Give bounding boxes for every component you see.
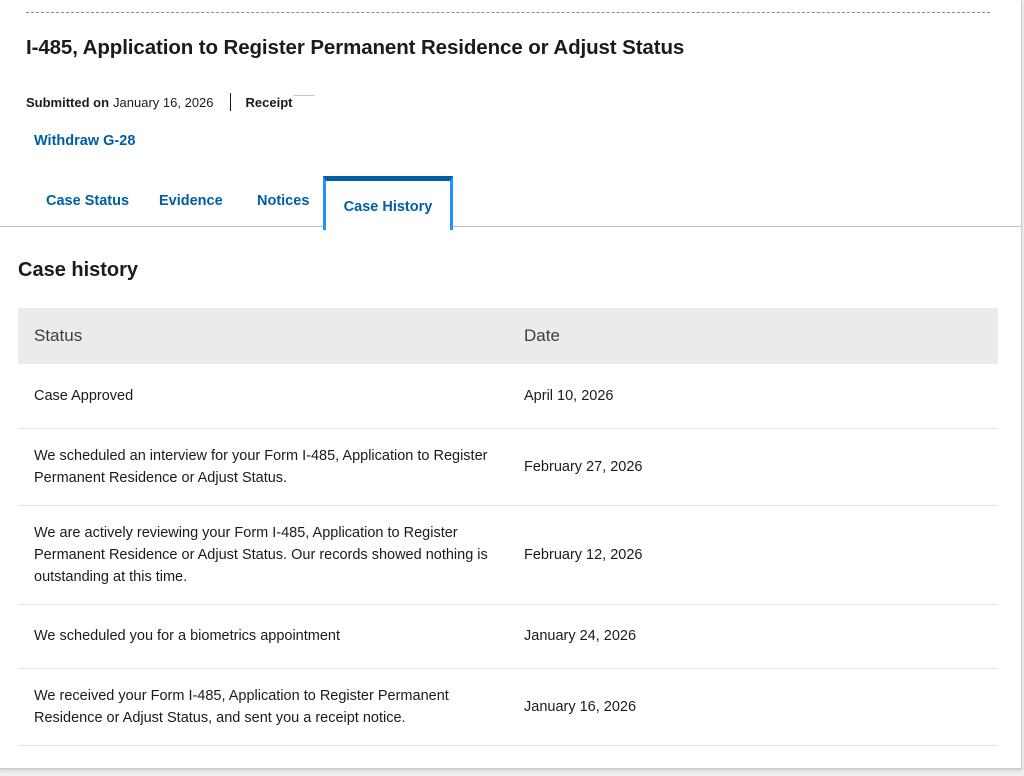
status-cell: Case Approved bbox=[18, 364, 508, 428]
case-meta bbox=[26, 93, 315, 111]
receipt-label: Receipt bbox=[245, 94, 293, 110]
date-cell: February 12, 2026 bbox=[508, 505, 998, 604]
status-cell: We scheduled an interview for your Form I-485, Application to Register Permanent Residence or Adjust Status. bbox=[18, 428, 508, 505]
submitted-date: January 16, 2026 bbox=[113, 94, 214, 110]
receipt-number-redacted bbox=[293, 95, 315, 96]
date-cell: January 16, 2026 bbox=[508, 668, 998, 745]
case-history-heading: Case history bbox=[18, 259, 139, 281]
date-cell: April 10, 2026 bbox=[508, 364, 998, 428]
tab-evidence[interactable]: Evidence bbox=[159, 193, 223, 209]
tab-case-history[interactable]: Case History bbox=[323, 176, 453, 230]
dashed-divider bbox=[26, 12, 990, 13]
table-row bbox=[18, 505, 998, 604]
page-title: I-485, Application to Register Permanent Residence or Adjust Status bbox=[26, 36, 685, 59]
table-row bbox=[18, 364, 998, 428]
date-cell: February 27, 2026 bbox=[508, 428, 998, 505]
table-row bbox=[18, 428, 998, 505]
meta-separator bbox=[230, 93, 231, 111]
table-row bbox=[18, 668, 998, 745]
table-row bbox=[18, 604, 998, 668]
withdraw-g28-link[interactable]: Withdraw G-28 bbox=[34, 133, 136, 149]
tab-case-status[interactable]: Case Status bbox=[46, 193, 130, 209]
case-history-table bbox=[18, 308, 998, 746]
submitted-label: Submitted on bbox=[26, 94, 110, 110]
table-header-row bbox=[18, 308, 998, 364]
status-cell: We scheduled you for a biometrics appointment bbox=[18, 604, 508, 668]
status-cell: We are actively reviewing your Form I-485, Application to Register Permanent Residence or Adjust Status. Our records showed nothing is outstanding at this time. bbox=[18, 505, 508, 604]
case-tabs bbox=[0, 176, 1021, 227]
column-header-date: Date bbox=[508, 308, 998, 364]
status-cell: We received your Form I-485, Application to Register Permanent Residence or Adjust Status, and sent you a receipt notice. bbox=[18, 668, 508, 745]
column-header-status: Status bbox=[18, 308, 508, 364]
date-cell: January 24, 2026 bbox=[508, 604, 998, 668]
tab-notices[interactable]: Notices bbox=[257, 193, 310, 209]
